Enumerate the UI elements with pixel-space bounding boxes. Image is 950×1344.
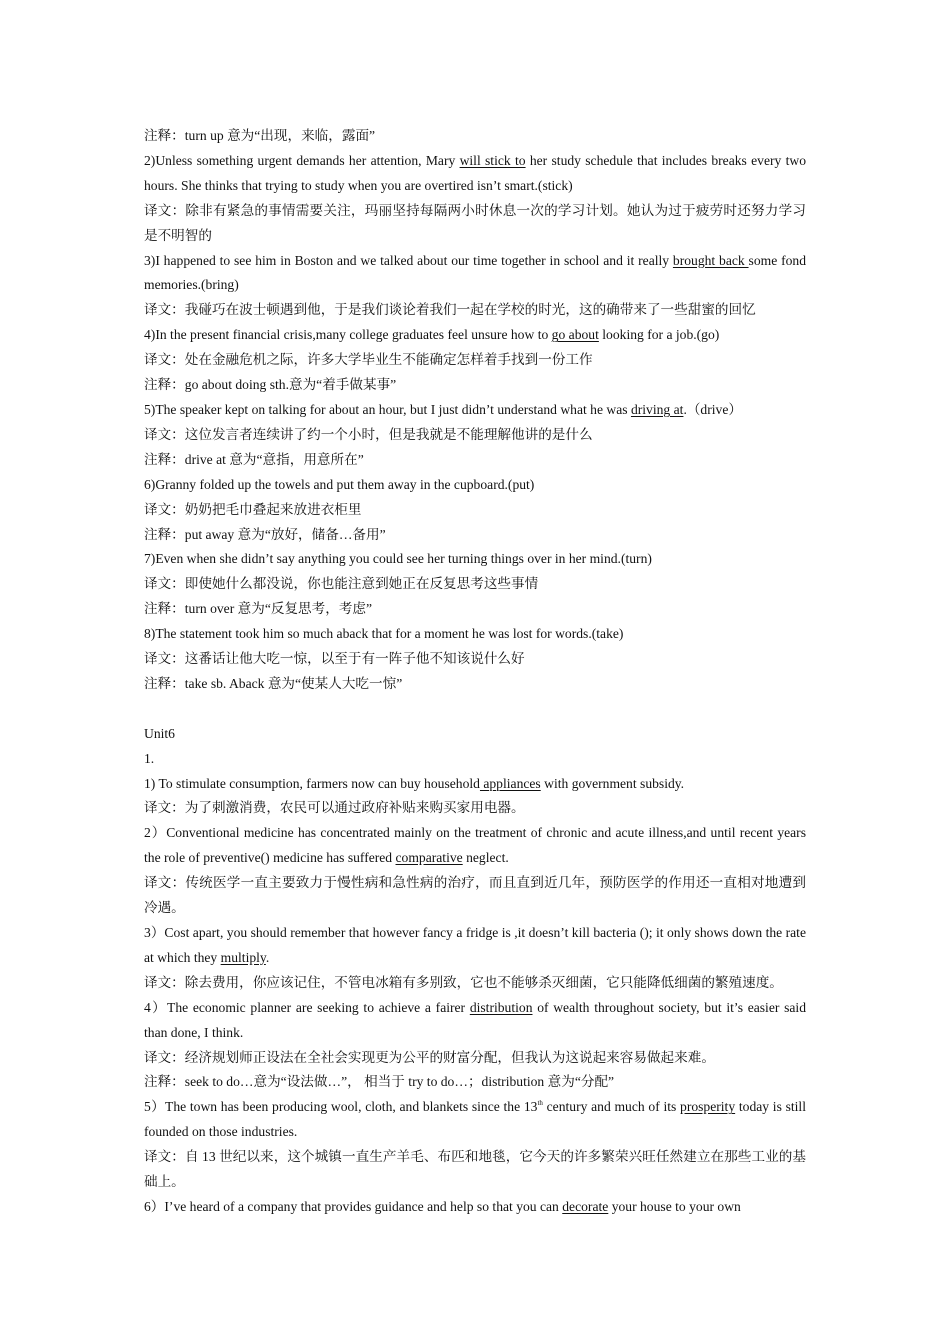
translation-6: 译文：奶奶把毛巾叠起来放进衣柜里 <box>144 501 362 517</box>
unit6-note-4: 注释：seek to do…意为“设法做…”， 相当于 try to do…；distribution 意为“分配” <box>144 1074 615 1090</box>
answer-multiply: multiply <box>220 949 266 965</box>
blank-line <box>144 697 806 722</box>
exercise-5: 5)The speaker kept on talking for about an hour, but I just didn’t understand what he was driving at.（drive） <box>144 401 742 417</box>
unit-heading: Unit6 <box>144 725 175 741</box>
translation-2: 译文：除非有紧急的事情需要关注，玛丽坚持每隔两小时休息一次的学习计划。她认为过于疲劳时还努力学习是不明智的 <box>144 202 806 243</box>
unit6-translation-1: 译文：为了刺激消费，农民可以通过政府补贴来购买家用电器。 <box>144 800 525 816</box>
exercise-7: 7)Even when she didn’t say anything you could see her turning things over in her mind.(turn) <box>144 551 652 567</box>
note-take-aback: 注释：take sb. Aback 意为“使某人大吃一惊” <box>144 675 403 691</box>
unit6-exercise-2: 2）Conventional medicine has concentrated mainly on the treatment of chronic and acute illness,and until recent years the role of preventive() medicine has suffered comparative neglect. <box>144 825 806 866</box>
document-body <box>144 124 806 1220</box>
answer-distribution: distribution <box>469 999 533 1015</box>
translation-4: 译文：处在金融危机之际，许多大学毕业生不能确定怎样着手找到一份工作 <box>144 352 593 368</box>
unit6-exercise-1: 1) To stimulate consumption, farmers now can buy household appliances with government subsidy. <box>144 775 685 791</box>
answer-brought-back: brought back <box>672 252 749 268</box>
unit6-translation-3: 译文：除去费用，你应该记住，不管电冰箱有多别致，它也不能够杀灭细菌，它只能降低细菌的繁殖速度。 <box>144 974 783 990</box>
unit6-exercise-5: 5）The town has been producing wool, cloth, and blankets since the 13th century and much of its prosperity today is still founded on those industries. <box>144 1099 806 1140</box>
answer-driving-at: driving at <box>630 401 684 417</box>
answer-appliances: appliances <box>479 775 541 791</box>
exercise-4: 4)In the present financial crisis,many college graduates feel unsure how to go about looking for a job.(go) <box>144 327 720 343</box>
note-put-away: 注释：put away 意为“放好，储备…备用” <box>144 526 386 542</box>
translation-8: 译文：这番话让他大吃一惊，以至于有一阵子他不知该说什么好 <box>144 651 525 667</box>
translation-7: 译文：即使她什么都没说，你也能注意到她正在反复思考这些事情 <box>144 576 539 592</box>
section-number: 1. <box>144 750 155 766</box>
answer-will-stick-to: will stick to <box>459 152 526 168</box>
translation-5: 译文：这位发言者连续讲了约一个小时，但是我就是不能理解他讲的是什么 <box>144 426 593 442</box>
note-turn-up: 注释：turn up 意为“出现，来临，露面” <box>144 128 376 143</box>
exercise-3: 3)I happened to see him in Boston and we talked about our time together in school and it really brought back some fond memories.(bring) <box>144 252 806 293</box>
exercise-6: 6)Granny folded up the towels and put them away in the cupboard.(put) <box>144 476 535 492</box>
unit6-translation-4: 译文：经济规划师正设法在全社会实现更为公平的财富分配，但我认为这说起来容易做起来难。 <box>144 1049 715 1065</box>
unit6-translation-2: 译文：传统医学一直主要致力于慢性病和急性病的治疗，而且直到近几年，预防医学的作用还一直相对地遭到冷遇。 <box>144 875 806 916</box>
answer-decorate: decorate <box>562 1198 609 1214</box>
unit6-exercise-3: 3）Cost apart, you should remember that however fancy a fridge is ,it doesn’t kill bacteria (); it only shows down the rate at which they multiply. <box>144 924 806 965</box>
answer-go-about: go about <box>551 327 599 343</box>
unit6-exercise-4: 4）The economic planner are seeking to achieve a fairer distribution of wealth throughout society, but it’s easier said than done, I think. <box>144 999 806 1040</box>
answer-comparative: comparative <box>395 850 463 866</box>
note-go-about: 注释：go about doing sth.意为“着手做某事” <box>144 377 397 393</box>
note-turn-over: 注释：turn over 意为“反复思考，考虑” <box>144 601 373 617</box>
translation-3: 译文：我碰巧在波士顿遇到他，于是我们谈论着我们一起在学校的时光，这的确带来了一些甜蜜的回忆 <box>144 302 756 318</box>
note-drive-at: 注释：drive at 意为“意指，用意所在” <box>144 451 364 467</box>
exercise-2: 2)Unless something urgent demands her attention, Mary will stick to her study schedule that includes breaks every two hours. She thinks that trying to study when you are overtired isn’t smart.(stick) <box>144 152 806 193</box>
exercise-8: 8)The statement took him so much aback that for a moment he was lost for words.(take) <box>144 626 624 642</box>
answer-prosperity: prosperity <box>680 1099 736 1115</box>
unit6-translation-5: 译文：自 13 世纪以来，这个城镇一直生产羊毛、布匹和地毯，它今天的许多繁荣兴旺任然建立在那些工业的基础上。 <box>144 1149 806 1190</box>
unit6-exercise-6: 6）I’ve heard of a company that provides guidance and help so that you can decorate your house to your own <box>144 1198 741 1214</box>
